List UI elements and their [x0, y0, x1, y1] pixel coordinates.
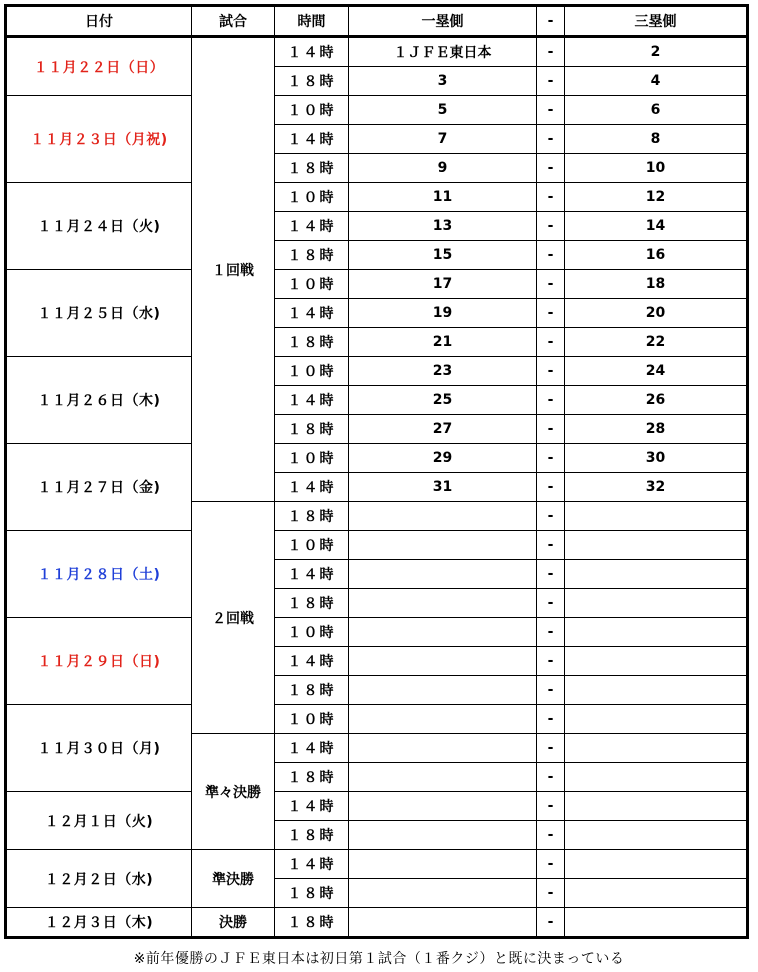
third-base-cell: [565, 763, 748, 792]
time-cell: １８時: [275, 502, 349, 531]
dash-cell: -: [537, 676, 565, 705]
header-time: 時間: [275, 6, 349, 37]
dash-cell: -: [537, 415, 565, 444]
first-base-cell: 17: [349, 270, 537, 299]
date-cell: １２月２日（水): [6, 850, 192, 908]
dash-cell: -: [537, 589, 565, 618]
date-cell: １１月２６日（木): [6, 357, 192, 444]
date-cell: １１月２９日（日): [6, 618, 192, 705]
time-cell: １０時: [275, 96, 349, 125]
dash-cell: -: [537, 125, 565, 154]
dash-cell: -: [537, 763, 565, 792]
dash-cell: -: [537, 850, 565, 879]
time-cell: １８時: [275, 415, 349, 444]
date-cell: １１月２８日（土): [6, 531, 192, 618]
round-cell: 準々決勝: [192, 734, 275, 850]
table-row: [6, 270, 748, 299]
third-base-cell: 30: [565, 444, 748, 473]
first-base-cell: [349, 792, 537, 821]
third-base-cell: 14: [565, 212, 748, 241]
third-base-cell: [565, 879, 748, 908]
third-base-cell: [565, 560, 748, 589]
third-base-cell: 12: [565, 183, 748, 212]
header-dash: -: [537, 6, 565, 37]
time-cell: １４時: [275, 560, 349, 589]
table-row: [6, 357, 748, 386]
first-base-cell: [349, 908, 537, 938]
time-cell: １４時: [275, 850, 349, 879]
round-cell: 準決勝: [192, 850, 275, 908]
header-third-base: 三塁側: [565, 6, 748, 37]
third-base-cell: [565, 705, 748, 734]
first-base-cell: 29: [349, 444, 537, 473]
third-base-cell: [565, 647, 748, 676]
round-cell: ２回戦: [192, 502, 275, 734]
third-base-cell: 4: [565, 67, 748, 96]
first-base-cell: [349, 531, 537, 560]
dash-cell: -: [537, 96, 565, 125]
table-row: [6, 705, 748, 734]
time-cell: １０時: [275, 357, 349, 386]
header-row: [6, 6, 748, 37]
time-cell: １０時: [275, 705, 349, 734]
time-cell: １４時: [275, 792, 349, 821]
first-base-cell: [349, 560, 537, 589]
third-base-cell: [565, 618, 748, 647]
third-base-cell: 26: [565, 386, 748, 415]
time-cell: １０時: [275, 183, 349, 212]
date-cell: １１月２４日（火): [6, 183, 192, 270]
dash-cell: -: [537, 531, 565, 560]
third-base-cell: 24: [565, 357, 748, 386]
schedule-body: [6, 37, 748, 938]
time-cell: １４時: [275, 473, 349, 502]
dash-cell: -: [537, 792, 565, 821]
third-base-cell: 18: [565, 270, 748, 299]
dash-cell: -: [537, 241, 565, 270]
first-base-cell: [349, 734, 537, 763]
header-round: 試合: [192, 6, 275, 37]
dash-cell: -: [537, 473, 565, 502]
first-base-cell: 27: [349, 415, 537, 444]
third-base-cell: 2: [565, 37, 748, 67]
time-cell: １４時: [275, 647, 349, 676]
dash-cell: -: [537, 560, 565, 589]
time-cell: １４時: [275, 299, 349, 328]
third-base-cell: [565, 850, 748, 879]
table-row: [6, 183, 748, 212]
first-base-cell: [349, 676, 537, 705]
time-cell: １０時: [275, 270, 349, 299]
third-base-cell: 10: [565, 154, 748, 183]
first-base-cell: 9: [349, 154, 537, 183]
first-base-cell: [349, 705, 537, 734]
time-cell: １４時: [275, 386, 349, 415]
table-row: [6, 96, 748, 125]
first-base-cell: 15: [349, 241, 537, 270]
time-cell: １０時: [275, 444, 349, 473]
third-base-cell: 22: [565, 328, 748, 357]
first-base-cell: 3: [349, 67, 537, 96]
dash-cell: -: [537, 357, 565, 386]
third-base-cell: [565, 792, 748, 821]
dash-cell: -: [537, 67, 565, 96]
first-base-cell: 7: [349, 125, 537, 154]
first-base-cell: 19: [349, 299, 537, 328]
third-base-cell: 8: [565, 125, 748, 154]
time-cell: １８時: [275, 879, 349, 908]
dash-cell: -: [537, 821, 565, 850]
third-base-cell: 20: [565, 299, 748, 328]
first-base-cell: 31: [349, 473, 537, 502]
first-base-cell: 5: [349, 96, 537, 125]
table-row: [6, 908, 748, 938]
time-cell: １８時: [275, 67, 349, 96]
date-cell: １１月２２日（日）: [6, 37, 192, 96]
dash-cell: -: [537, 212, 565, 241]
date-cell: １１月２３日（月祝): [6, 96, 192, 183]
third-base-cell: [565, 531, 748, 560]
dash-cell: -: [537, 734, 565, 763]
date-cell: １１月３０日（月): [6, 705, 192, 792]
first-base-cell: 11: [349, 183, 537, 212]
time-cell: １８時: [275, 908, 349, 938]
dash-cell: -: [537, 444, 565, 473]
time-cell: １４時: [275, 734, 349, 763]
table-row: [6, 444, 748, 473]
dash-cell: -: [537, 154, 565, 183]
first-base-cell: 25: [349, 386, 537, 415]
date-cell: １１月２７日（金): [6, 444, 192, 531]
third-base-cell: [565, 676, 748, 705]
time-cell: １０時: [275, 531, 349, 560]
time-cell: １８時: [275, 676, 349, 705]
third-base-cell: 28: [565, 415, 748, 444]
first-base-cell: [349, 850, 537, 879]
time-cell: １４時: [275, 37, 349, 67]
schedule-table: [4, 4, 749, 939]
date-cell: １２月１日（火): [6, 792, 192, 850]
date-cell: １１月２５日（水): [6, 270, 192, 357]
table-row: [6, 618, 748, 647]
time-cell: １４時: [275, 125, 349, 154]
round-cell: 決勝: [192, 908, 275, 938]
header-date: 日付: [6, 6, 192, 37]
third-base-cell: 32: [565, 473, 748, 502]
first-base-cell: [349, 618, 537, 647]
time-cell: １８時: [275, 763, 349, 792]
third-base-cell: [565, 734, 748, 763]
third-base-cell: [565, 908, 748, 938]
first-base-cell: 23: [349, 357, 537, 386]
time-cell: １４時: [275, 212, 349, 241]
dash-cell: -: [537, 37, 565, 67]
time-cell: １８時: [275, 241, 349, 270]
dash-cell: -: [537, 299, 565, 328]
dash-cell: -: [537, 647, 565, 676]
time-cell: １８時: [275, 154, 349, 183]
time-cell: １８時: [275, 589, 349, 618]
first-base-cell: [349, 821, 537, 850]
third-base-cell: 6: [565, 96, 748, 125]
table-row: [6, 531, 748, 560]
header-first-base: 一塁側: [349, 6, 537, 37]
dash-cell: -: [537, 908, 565, 938]
time-cell: １８時: [275, 328, 349, 357]
dash-cell: -: [537, 328, 565, 357]
third-base-cell: 16: [565, 241, 748, 270]
third-base-cell: [565, 502, 748, 531]
date-cell: １２月３日（木): [6, 908, 192, 938]
third-base-cell: [565, 821, 748, 850]
third-base-cell: [565, 589, 748, 618]
first-base-cell: [349, 589, 537, 618]
first-base-cell: １ＪＦＥ東日本: [349, 37, 537, 67]
first-base-cell: [349, 763, 537, 792]
dash-cell: -: [537, 879, 565, 908]
dash-cell: -: [537, 386, 565, 415]
first-base-cell: [349, 879, 537, 908]
round-cell: １回戦: [192, 37, 275, 502]
dash-cell: -: [537, 618, 565, 647]
table-row: [6, 792, 748, 821]
time-cell: １８時: [275, 821, 349, 850]
footnote: ※前年優勝のＪＦＥ東日本は初日第１試合（１番クジ）と既に決まっている: [133, 951, 625, 967]
time-cell: １０時: [275, 618, 349, 647]
dash-cell: -: [537, 502, 565, 531]
table-row: [6, 37, 748, 67]
first-base-cell: 21: [349, 328, 537, 357]
first-base-cell: [349, 502, 537, 531]
first-base-cell: 13: [349, 212, 537, 241]
table-row: [6, 850, 748, 879]
dash-cell: -: [537, 183, 565, 212]
first-base-cell: [349, 647, 537, 676]
dash-cell: -: [537, 705, 565, 734]
dash-cell: -: [537, 270, 565, 299]
